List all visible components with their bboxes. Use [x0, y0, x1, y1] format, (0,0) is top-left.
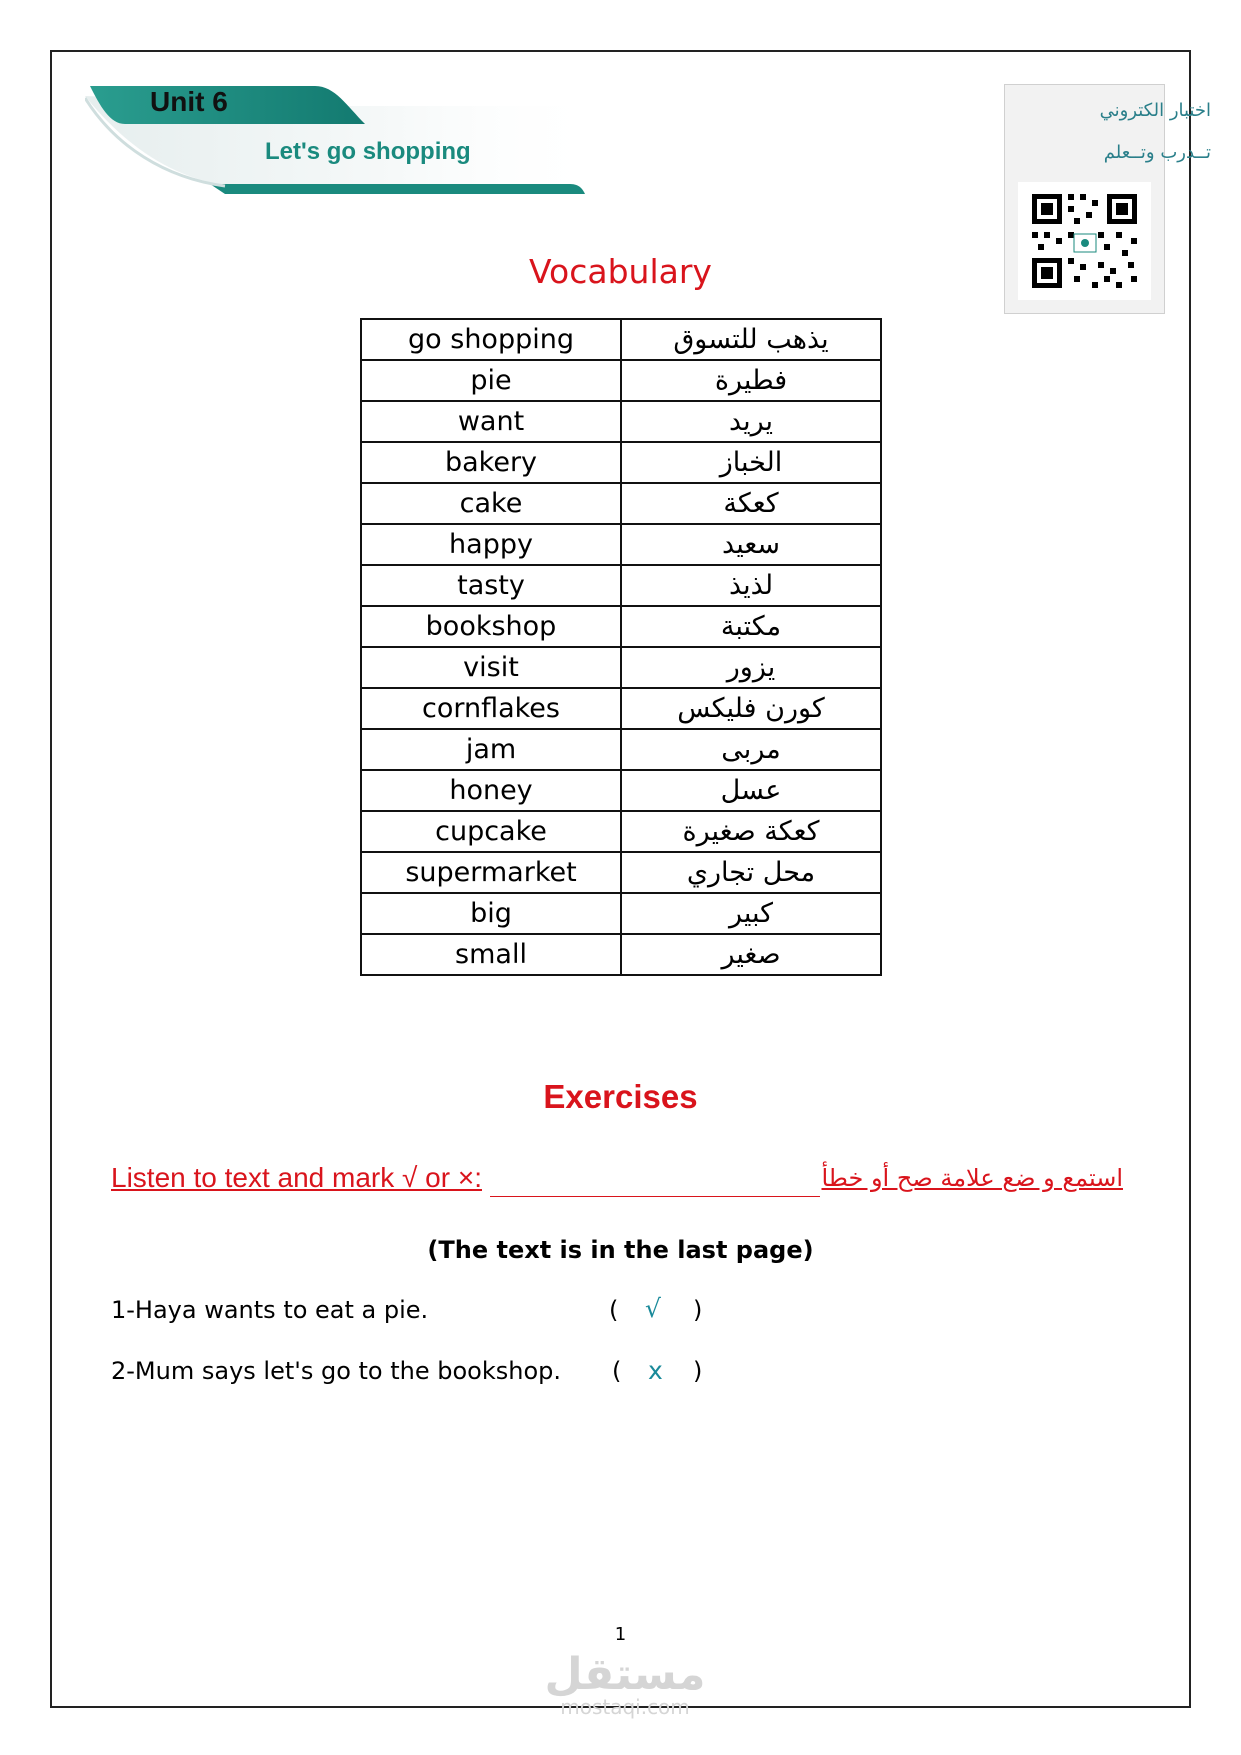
arabic-word: كعكة: [621, 483, 881, 524]
table-row: [361, 442, 881, 483]
english-word: bookshop: [361, 606, 621, 647]
vocabulary-title: Vocabulary: [529, 252, 712, 291]
table-row: [361, 401, 881, 442]
arabic-word: الخباز: [621, 442, 881, 483]
arabic-word: عسل: [621, 770, 881, 811]
table-row: [361, 524, 881, 565]
table-row: [361, 483, 881, 524]
english-word: honey: [361, 770, 621, 811]
table-row: [361, 729, 881, 770]
table-row: [361, 688, 881, 729]
english-word: big: [361, 893, 621, 934]
table-row: [361, 811, 881, 852]
arabic-word: سعيد: [621, 524, 881, 565]
arabic-word: يريد: [621, 401, 881, 442]
qr-caption-exam: اختبار الكتروني: [1099, 100, 1211, 121]
question-1: 1-Haya wants to eat a pie.: [111, 1296, 429, 1324]
table-row: [361, 360, 881, 401]
english-word: cornflakes: [361, 688, 621, 729]
vocabulary-table: [360, 318, 882, 976]
lesson-subtitle: Let's go shopping: [265, 138, 471, 165]
arabic-word: يزور: [621, 647, 881, 688]
arabic-word: يذهب للتسوق: [621, 319, 881, 360]
watermark-logo: [540, 1650, 710, 1718]
arabic-word: كعكة صغيرة: [621, 811, 881, 852]
english-word: jam: [361, 729, 621, 770]
instruction-underline: [490, 1196, 820, 1197]
qr-caption-practice: تــدرب وتــعلم: [1103, 142, 1211, 163]
arabic-word: مكتبة: [621, 606, 881, 647]
table-row: [361, 852, 881, 893]
answer-close-paren: ): [693, 1296, 703, 1324]
watermark-english: mostaqi.com: [560, 1695, 690, 1719]
arabic-word: فطيرة: [621, 360, 881, 401]
instruction-arabic: استمع و ضع علامة صح أو خطأ: [821, 1164, 1123, 1192]
exercises-title: Exercises: [543, 1078, 698, 1115]
english-word: want: [361, 401, 621, 442]
exercise-note: (The text is in the last page): [427, 1236, 814, 1264]
answer-open-paren: (: [609, 1296, 619, 1324]
table-row: [361, 319, 881, 360]
english-word: cake: [361, 483, 621, 524]
english-word: pie: [361, 360, 621, 401]
english-word: supermarket: [361, 852, 621, 893]
answer-cross-mark[interactable]: x: [648, 1356, 663, 1385]
table-row: [361, 934, 881, 975]
table-row: [361, 647, 881, 688]
table-row: [361, 565, 881, 606]
table-row: [361, 606, 881, 647]
english-word: bakery: [361, 442, 621, 483]
arabic-word: محل تجاري: [621, 852, 881, 893]
arabic-word: كورن فليكس: [621, 688, 881, 729]
english-word: tasty: [361, 565, 621, 606]
arabic-word: لذيذ: [621, 565, 881, 606]
unit-label: Unit 6: [150, 86, 228, 117]
question-2: 2-Mum says let's go to the bookshop.: [111, 1357, 562, 1385]
table-row: [361, 770, 881, 811]
english-word: go shopping: [361, 319, 621, 360]
page-number: 1: [614, 1624, 627, 1645]
answer-close-paren: ): [693, 1357, 703, 1385]
arabic-word: مربى: [621, 729, 881, 770]
arabic-word: صغير: [621, 934, 881, 975]
english-word: cupcake: [361, 811, 621, 852]
english-word: visit: [361, 647, 621, 688]
instruction-english: Listen to text and mark √ or ×:: [111, 1162, 482, 1193]
table-row: [361, 893, 881, 934]
answer-open-paren: (: [612, 1357, 622, 1385]
arabic-word: كبير: [621, 893, 881, 934]
english-word: happy: [361, 524, 621, 565]
watermark-arabic: مستقل: [544, 1649, 706, 1700]
english-word: small: [361, 934, 621, 975]
answer-check-mark[interactable]: √: [645, 1294, 661, 1323]
